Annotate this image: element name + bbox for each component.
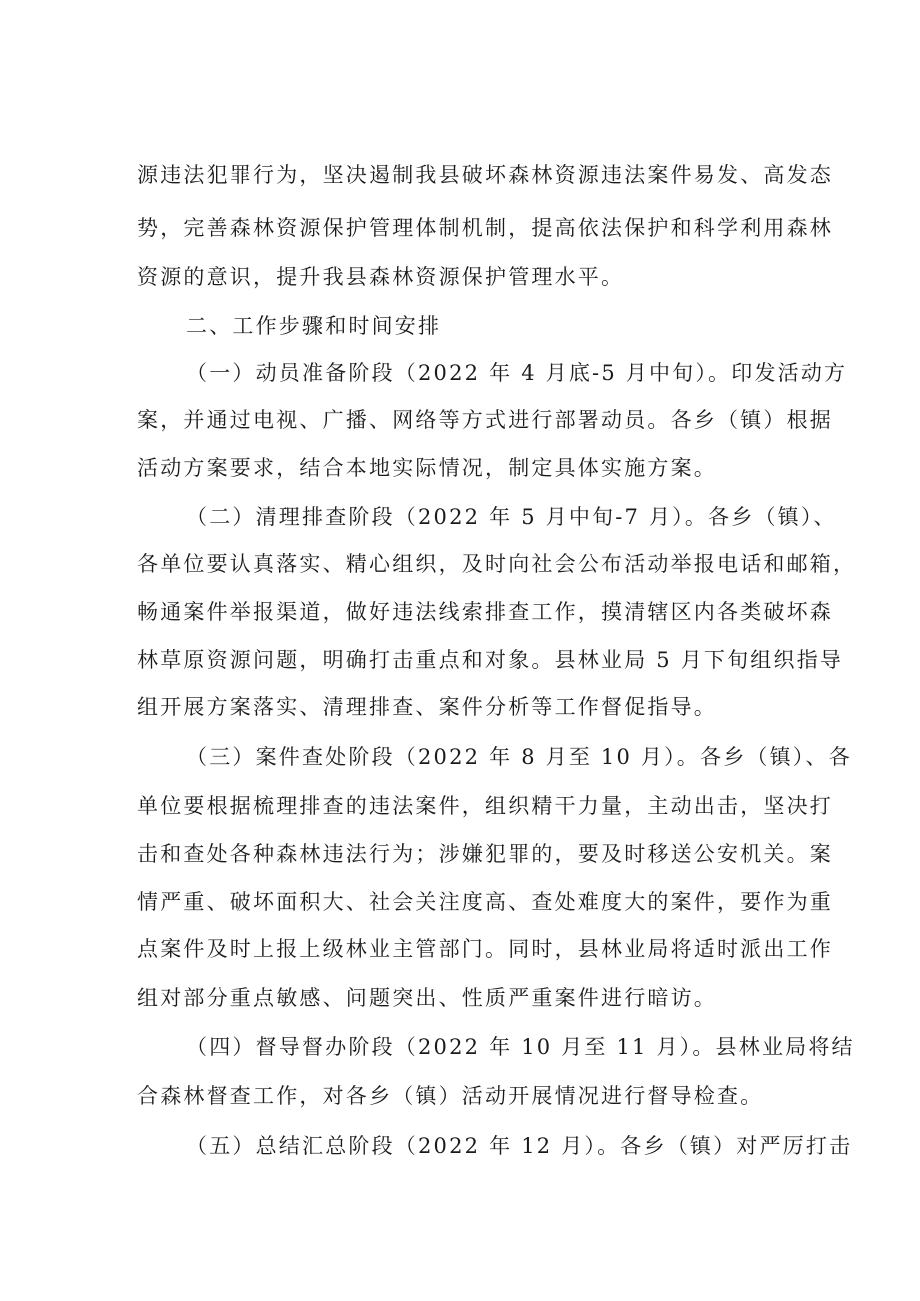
body-text-line: 各单位要认真落实、精心组织，及时向社会公布活动举报电话和邮箱， <box>137 552 857 576</box>
body-text-line: （二）清理排查阶段（2022 年 5 月中旬-7 月）。各乡（镇）、 <box>186 505 837 529</box>
body-text-line: 合森林督查工作，对各乡（镇）活动开展情况进行督导检查。 <box>137 1084 764 1108</box>
body-text-line: 势，完善森林资源保护管理体制机制，提高依法保护和科学利用森林 <box>137 216 833 240</box>
body-text-line: 畅通案件举报渠道，做好违法线索排查工作，摸清辖区内各类破坏森 <box>137 600 833 624</box>
section-heading: 二、工作步骤和时间安排 <box>186 314 442 338</box>
body-text-line: 情严重、破坏面积大、社会关注度高、查处难度大的案件，要作为重 <box>137 890 833 914</box>
body-text-line: 林草原资源问题，明确打击重点和对象。县林业局 5 月下旬组织指导 <box>137 648 844 672</box>
body-text-line: （五）总结汇总阶段（2022 年 12 月）。各乡（镇）对严厉打击 <box>186 1134 853 1158</box>
body-text-line: 源违法犯罪行为，坚决遏制我县破坏森林资源违法案件易发、高发态 <box>137 163 833 187</box>
body-text-line: （三）案件查处阶段（2022 年 8 月至 10 月）。各乡（镇）、各 <box>186 745 852 769</box>
body-text-line: 活动方案要求，结合本地实际情况，制定具体实施方案。 <box>137 456 717 480</box>
body-text-line: （四）督导督办阶段（2022 年 10 月至 11 月）。县林业局将结 <box>186 1035 855 1059</box>
body-text-line: 案，并通过电视、广播、网络等方式进行部署动员。各乡（镇）根据 <box>137 408 833 432</box>
body-text-line: （一）动员准备阶段（2022 年 4 月底-5 月中旬）。印发活动方 <box>186 361 848 385</box>
body-text-line: 点案件及时上报上级林业主管部门。同时，县林业局将适时派出工作 <box>137 937 833 961</box>
body-text-line: 击和查处各种森林违法行为；涉嫌犯罪的，要及时移送公安机关。案 <box>137 842 833 866</box>
body-text-line: 资源的意识，提升我县森林资源保护管理水平。 <box>137 265 625 289</box>
body-text-line: 单位要根据梳理排查的违法案件，组织精干力量，主动出击，坚决打 <box>137 794 833 818</box>
body-text-line: 组开展方案落实、清理排查、案件分析等工作督促指导。 <box>137 695 717 719</box>
body-text-line: 组对部分重点敏感、问题突出、性质严重案件进行暗访。 <box>137 986 717 1010</box>
